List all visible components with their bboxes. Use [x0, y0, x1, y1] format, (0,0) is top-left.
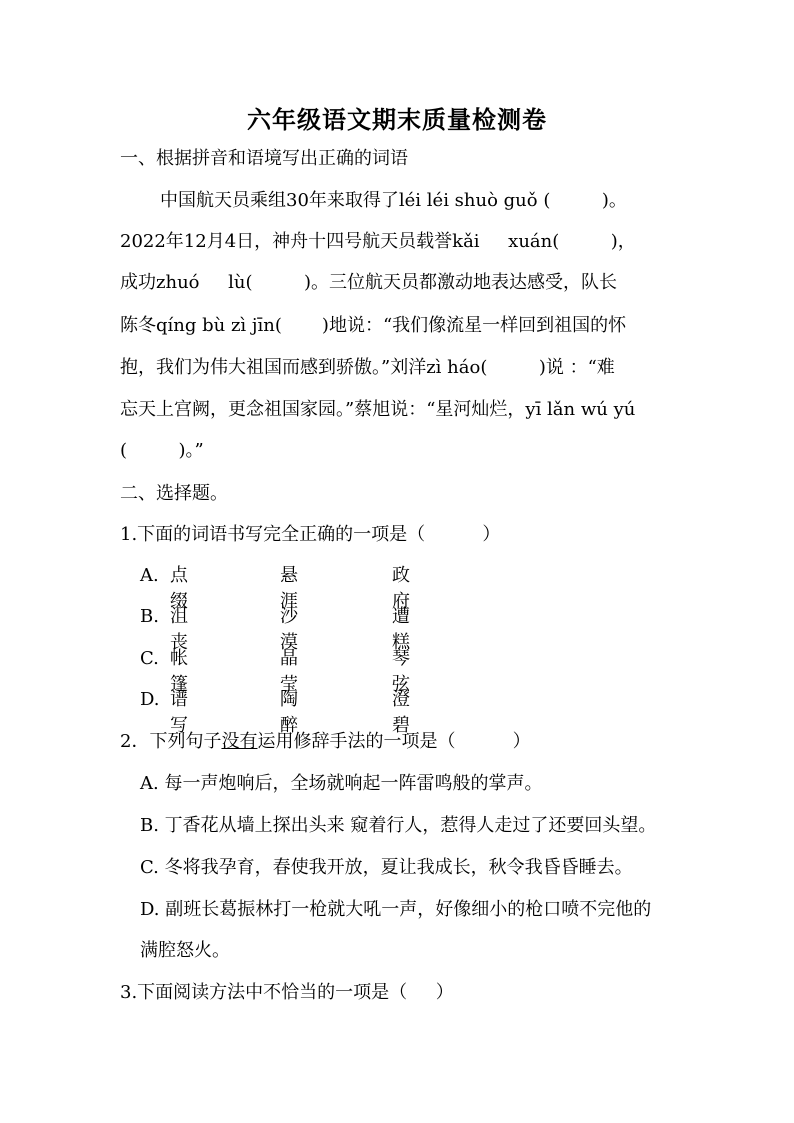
option-word: 沙漠: [280, 606, 298, 653]
option-word: 点缀: [170, 565, 188, 612]
stem-text: 运用修辞手法的一项是（ ）: [257, 731, 531, 752]
option-word: 悬涯: [280, 565, 298, 612]
passage-line: 忘天上宫阙，更念祖国家园。”蔡旭说：“星河灿烂，yī lǎn wú yú: [120, 399, 636, 420]
page-title: 六年级语文期末质量检测卷: [247, 105, 547, 134]
option-word: 帐篷: [170, 648, 188, 695]
stem-underlined-text: 没有: [221, 731, 258, 752]
passage-line: 中国航天员乘组30年来取得了léi léi shuò guǒ ( )。: [160, 190, 627, 211]
option-word: 政府: [392, 565, 410, 612]
question-1-stem: 1.下面的词语书写完全正确的一项是（ ）: [120, 524, 501, 545]
q2-option-c[interactable]: C. 冬将我孕育，春使我开放，夏让我成长，秋令我昏昏睡去。: [140, 857, 633, 878]
section2-heading: 二、选择题。: [120, 483, 228, 504]
option-letter: A.: [140, 565, 159, 586]
passage-line: ( )。”: [120, 440, 204, 461]
question-2-stem: [120, 729, 531, 755]
q2-option-b[interactable]: B. 丁香花从墙上探出头来 窥着行人，惹得人走过了还要回头望。: [140, 815, 657, 836]
option-letter: B.: [140, 606, 159, 627]
option-word: 澄碧: [392, 689, 410, 736]
option-word: 谱写: [170, 689, 188, 736]
passage-line: 陈冬qíng bù zì jīn( )地说：“我们像流星一样回到祖国的怀: [120, 315, 627, 336]
q2-option-d[interactable]: D. 副班长葛振林打一枪就大吼一声，好像细小的枪口喷不完他的: [140, 899, 652, 920]
question-3-stem: 3.下面阅读方法中不恰当的一项是（ ）: [120, 982, 454, 1003]
q2-option-a[interactable]: A. 每一声炮响后，全场就响起一阵雷鸣般的掌声。: [140, 773, 543, 794]
passage-line: 抱，我们为伟大祖国而感到骄傲。”刘洋zì háo( )说 ：“难: [120, 357, 615, 378]
option-letter: D.: [140, 689, 160, 710]
option-word: 陶醉: [280, 689, 298, 736]
option-word: 遭糕: [392, 606, 410, 653]
option-word: 晶莹: [280, 648, 298, 695]
option-letter: C.: [140, 648, 159, 669]
q2-option-d-continued: 满腔怒火。: [140, 940, 230, 961]
passage-line: 2022年12月4日，神舟十四号航天员载誉kǎi xuán( )，: [120, 231, 636, 252]
section1-heading: 一、根据拼音和语境写出正确的词语: [120, 148, 408, 169]
stem-text: 2．下列句子: [120, 731, 222, 752]
option-word: 沮丧: [170, 606, 188, 653]
passage-line: 成功zhuó lù( )。三位航天员都激动地表达感受，队长: [120, 272, 618, 293]
option-word: 琴弦: [392, 648, 410, 695]
